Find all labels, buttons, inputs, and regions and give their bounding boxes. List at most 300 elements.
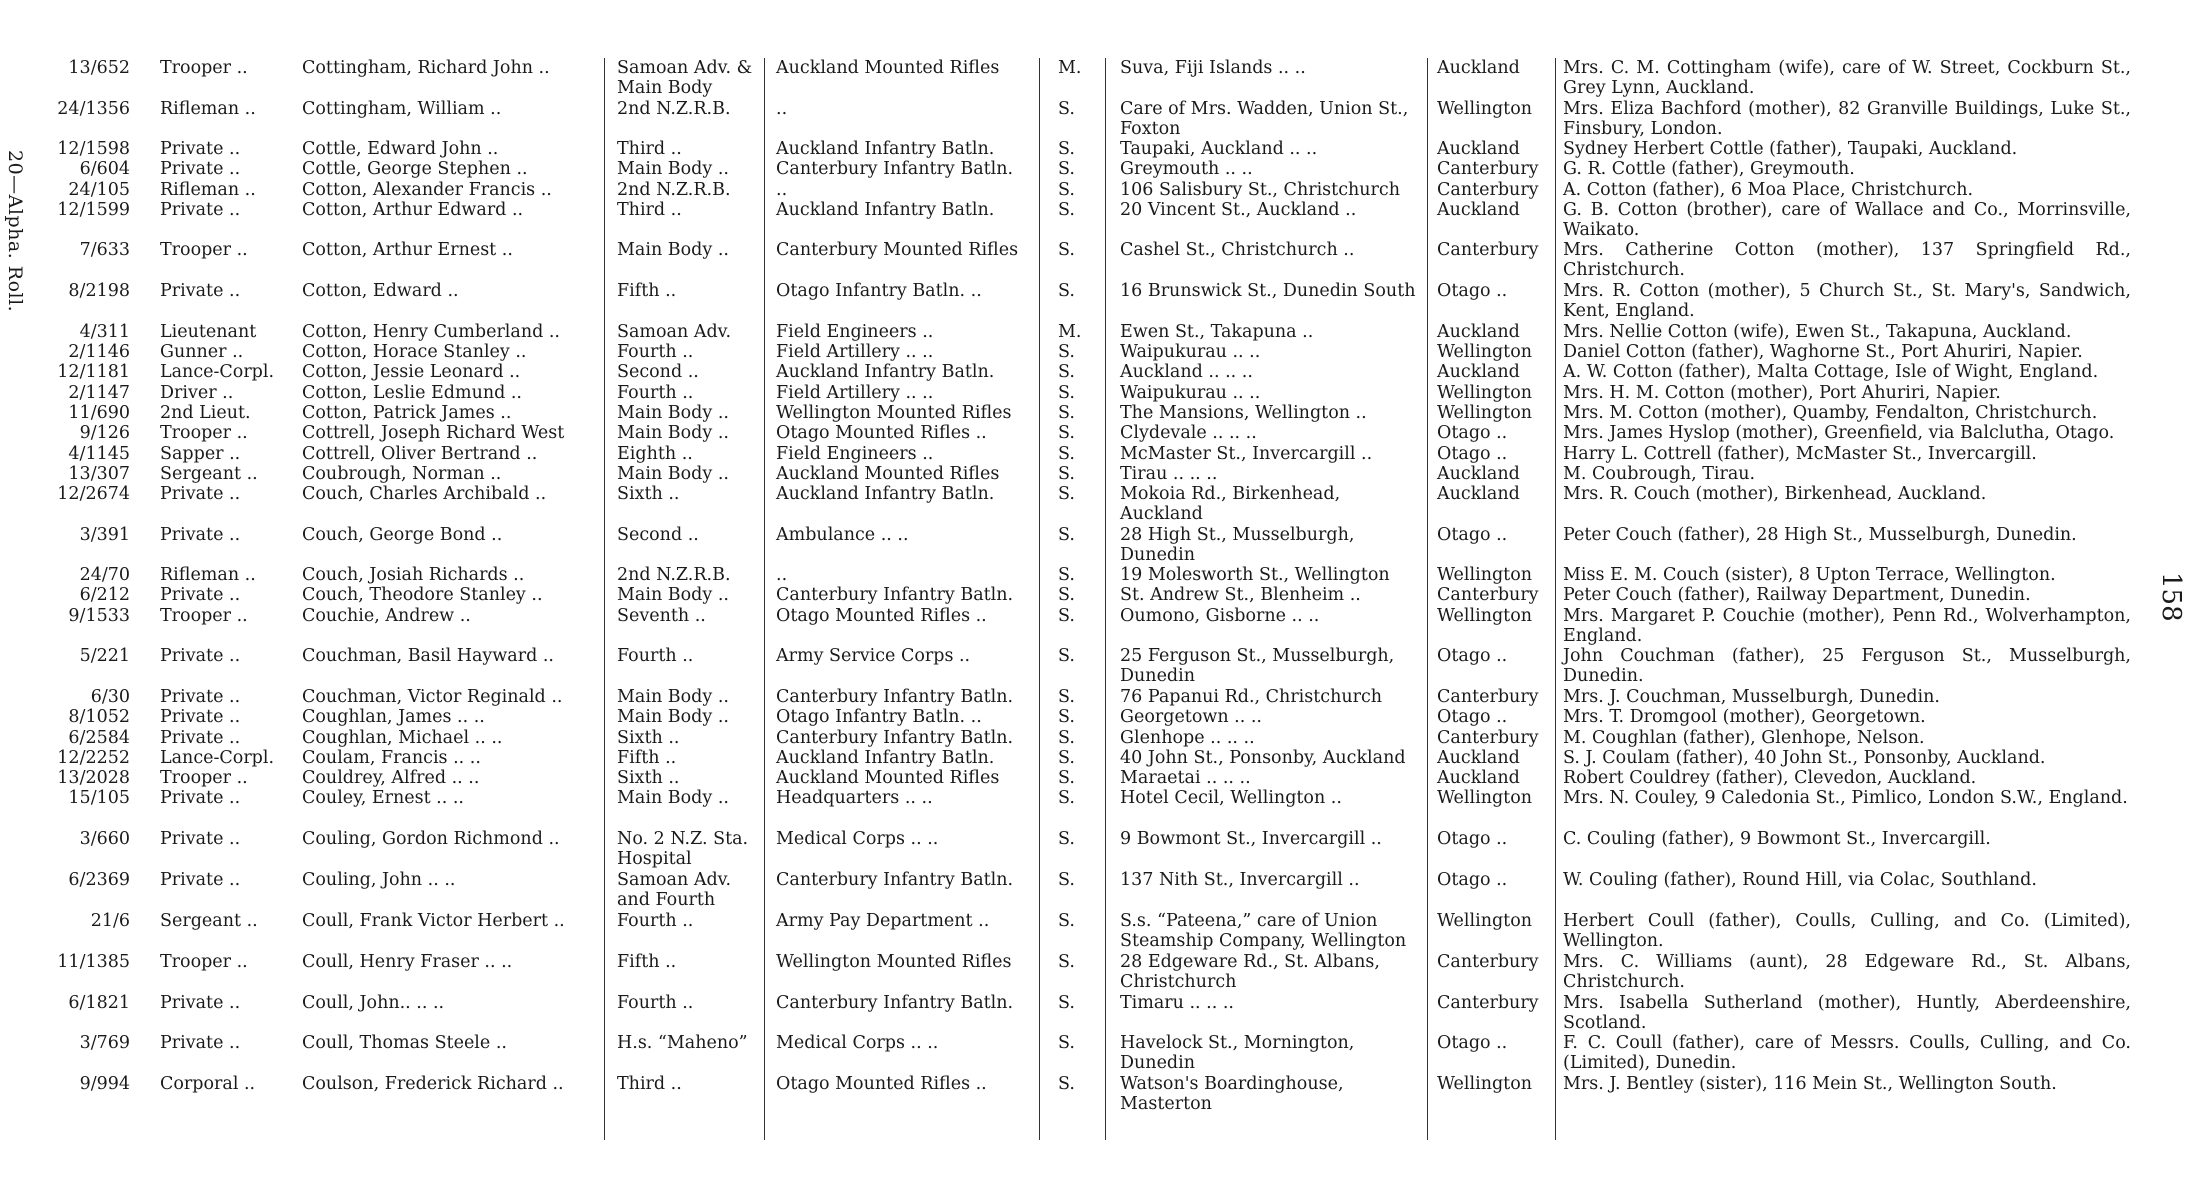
cell-kin: Mrs. Isabella Sutherland (mother), Huntly, Aberdeenshire, Scotland. xyxy=(1563,993,2131,1033)
cell-status: S. xyxy=(1058,911,1075,931)
cell-rank: Trooper .. xyxy=(160,952,248,972)
cell-rank: Rifleman .. xyxy=(160,180,256,200)
cell-kin: Daniel Cotton (father), Waghorne St., Port Ahuriri, Napier. xyxy=(1563,342,2083,362)
cell-name: Couchman, Victor Reginald .. xyxy=(302,687,563,707)
cell-draft: H.s. “Maheno” xyxy=(617,1033,748,1053)
cell-town: Auckland xyxy=(1437,748,1520,768)
cell-draft: Third .. xyxy=(617,139,682,159)
cell-draft: Sixth .. xyxy=(617,768,680,788)
cell-kin: M. Coughlan (father), Glenhope, Nelson. xyxy=(1563,728,1925,748)
cell-status: S. xyxy=(1058,829,1075,849)
cell-rank: Lance-Corpl. xyxy=(160,748,275,768)
cell-name: Cottingham, Richard John .. xyxy=(302,58,550,78)
cell-draft: Main Body .. xyxy=(617,423,729,443)
cell-name: Cotton, Leslie Edmund .. xyxy=(302,383,522,403)
cell-draft: Fourth .. xyxy=(617,646,694,666)
cell-kin: Miss E. M. Couch (sister), 8 Upton Terrace, Wellington. xyxy=(1563,565,2056,585)
cell-town: Wellington xyxy=(1437,403,1533,423)
cell-unit: Ambulance .. .. xyxy=(776,525,909,545)
cell-rank: Private .. xyxy=(160,585,241,605)
cell-num: 24/1356 xyxy=(57,99,130,119)
cell-town: Auckland xyxy=(1437,484,1520,504)
cell-kin: Mrs. C. M. Cottingham (wife), care of W. Street, Cockburn St., Grey Lynn, Auckland. xyxy=(1563,58,2131,98)
cell-unit: Field Engineers .. xyxy=(776,322,934,342)
cell-status: S. xyxy=(1058,240,1075,260)
cell-rank: Trooper .. xyxy=(160,768,248,788)
cell-town: Auckland xyxy=(1437,362,1520,382)
cell-status: S. xyxy=(1058,993,1075,1013)
cell-num: 12/2674 xyxy=(57,484,130,504)
cell-address: The Mansions, Wellington .. xyxy=(1120,403,1367,423)
cell-town: Otago .. xyxy=(1437,707,1508,727)
cell-address: Waipukurau .. .. xyxy=(1120,383,1261,403)
cell-name: Coulam, Francis .. .. xyxy=(302,748,481,768)
cell-status: S. xyxy=(1058,952,1075,972)
cell-rank: Trooper .. xyxy=(160,606,248,626)
cell-address: 25 Ferguson St., Musselburgh, Dunedin xyxy=(1120,646,1395,686)
cell-town: Canterbury xyxy=(1437,687,1539,707)
cell-unit: Field Artillery .. .. xyxy=(776,342,934,362)
cell-num: 13/652 xyxy=(68,58,130,78)
cell-status: S. xyxy=(1058,200,1075,220)
cell-draft: Third .. xyxy=(617,1074,682,1094)
cell-num: 21/6 xyxy=(90,911,130,931)
cell-status: S. xyxy=(1058,444,1075,464)
cell-rank: Lieutenant xyxy=(160,322,257,342)
cell-draft: No. 2 N.Z. Sta. Hospital xyxy=(617,829,749,869)
cell-unit: Auckland Infantry Batln. xyxy=(776,139,995,159)
cell-town: Wellington xyxy=(1437,99,1533,119)
cell-draft: Second .. xyxy=(617,525,699,545)
cell-status: S. xyxy=(1058,99,1075,119)
cell-unit: Auckland Mounted Rifles xyxy=(776,768,1000,788)
cell-rank: Sergeant .. xyxy=(160,911,258,931)
cell-unit: Canterbury Infantry Batln. xyxy=(776,159,1014,179)
cell-name: Cotton, Edward .. xyxy=(302,281,459,301)
cell-status: S. xyxy=(1058,362,1075,382)
cell-town: Auckland xyxy=(1437,139,1520,159)
cell-kin: Mrs. Eliza Bachford (mother), 82 Granville Buildings, Luke St., Finsbury, London. xyxy=(1563,99,2131,139)
cell-rank: Private .. xyxy=(160,687,241,707)
cell-num: 2/1147 xyxy=(68,383,130,403)
cell-kin: Mrs. N. Couley, 9 Caledonia St., Pimlico, London S.W., England. xyxy=(1563,788,2128,808)
cell-kin: Sydney Herbert Cottle (father), Taupaki, Auckland. xyxy=(1563,139,2018,159)
cell-name: Coughlan, James .. .. xyxy=(302,707,485,727)
cell-rank: Trooper .. xyxy=(160,240,248,260)
cell-status: S. xyxy=(1058,565,1075,585)
cell-address: Maraetai .. .. .. xyxy=(1120,768,1251,788)
cell-draft: Sixth .. xyxy=(617,728,680,748)
cell-name: Cotton, Jessie Leonard .. xyxy=(302,362,521,382)
cell-town: Wellington xyxy=(1437,342,1533,362)
cell-draft: Samoan Adv. & Main Body xyxy=(617,58,753,98)
cell-town: Otago .. xyxy=(1437,1033,1508,1053)
cell-address: 76 Papanui Rd., Christchurch xyxy=(1120,687,1383,707)
cell-unit: .. xyxy=(776,180,788,200)
cell-town: Wellington xyxy=(1437,565,1533,585)
cell-name: Cottingham, William .. xyxy=(302,99,502,119)
cell-status: S. xyxy=(1058,342,1075,362)
cell-address: 28 High St., Musselburgh, Dunedin xyxy=(1120,525,1355,565)
cell-town: Otago .. xyxy=(1437,646,1508,666)
cell-address: 20 Vincent St., Auckland .. xyxy=(1120,200,1357,220)
cell-kin: Herbert Coull (father), Coulls, Culling, and Co. (Limited), Wellington. xyxy=(1563,911,2131,951)
cell-num: 12/2252 xyxy=(57,748,130,768)
cell-town: Wellington xyxy=(1437,383,1533,403)
cell-address: Auckland .. .. .. xyxy=(1120,362,1253,382)
cell-kin: Peter Couch (father), Railway Department, Dunedin. xyxy=(1563,585,2031,605)
cell-unit: Auckland Infantry Batln. xyxy=(776,484,995,504)
cell-name: Cottle, Edward John .. xyxy=(302,139,499,159)
cell-draft: Main Body .. xyxy=(617,585,729,605)
cell-rank: Private .. xyxy=(160,484,241,504)
cell-name: Couch, Charles Archibald .. xyxy=(302,484,547,504)
cell-num: 12/1599 xyxy=(57,200,130,220)
cell-rank: Private .. xyxy=(160,707,241,727)
cell-num: 8/2198 xyxy=(68,281,130,301)
cell-num: 3/391 xyxy=(79,525,130,545)
cell-draft: Fourth .. xyxy=(617,383,694,403)
cell-address: McMaster St., Invercargill .. xyxy=(1120,444,1373,464)
cell-unit: Canterbury Infantry Batln. xyxy=(776,728,1014,748)
cell-unit: Auckland Mounted Rifles xyxy=(776,58,1000,78)
cell-draft: Main Body .. xyxy=(617,403,729,423)
cell-kin: A. W. Cotton (father), Malta Cottage, Isle of Wight, England. xyxy=(1563,362,2099,382)
cell-kin: Mrs. James Hyslop (mother), Greenfield, via Balclutha, Otago. xyxy=(1563,423,2115,443)
cell-num: 6/604 xyxy=(79,159,130,179)
cell-status: M. xyxy=(1058,58,1082,78)
cell-address: St. Andrew St., Blenheim .. xyxy=(1120,585,1361,605)
cell-unit: Auckland Infantry Batln. xyxy=(776,200,995,220)
cell-address: Clydevale .. .. .. xyxy=(1120,423,1257,443)
cell-unit: Wellington Mounted Rifles xyxy=(776,403,1012,423)
cell-rank: Private .. xyxy=(160,728,241,748)
cell-status: S. xyxy=(1058,1033,1075,1053)
cell-name: Cottle, George Stephen .. xyxy=(302,159,528,179)
cell-town: Wellington xyxy=(1437,1074,1533,1094)
cell-unit: Auckland Mounted Rifles xyxy=(776,464,1000,484)
cell-unit: Field Artillery .. .. xyxy=(776,383,934,403)
cell-address: Tirau .. .. .. xyxy=(1120,464,1218,484)
cell-rank: Private .. xyxy=(160,281,241,301)
cell-rank: Private .. xyxy=(160,525,241,545)
cell-num: 7/633 xyxy=(79,240,130,260)
cell-name: Coulson, Frederick Richard .. xyxy=(302,1074,564,1094)
cell-rank: Private .. xyxy=(160,159,241,179)
cell-name: Cotton, Arthur Edward .. xyxy=(302,200,524,220)
cell-num: 6/212 xyxy=(79,585,130,605)
cell-draft: Sixth .. xyxy=(617,484,680,504)
cell-name: Cotton, Arthur Ernest .. xyxy=(302,240,513,260)
cell-town: Otago .. xyxy=(1437,829,1508,849)
cell-draft: Fifth .. xyxy=(617,952,677,972)
cell-address: 137 Nith St., Invercargill .. xyxy=(1120,870,1360,890)
cell-town: Wellington xyxy=(1437,606,1533,626)
cell-town: Auckland xyxy=(1437,768,1520,788)
cell-kin: Mrs. Margaret P. Couchie (mother), Penn Rd., Wolverhampton, England. xyxy=(1563,606,2131,646)
cell-status: S. xyxy=(1058,646,1075,666)
cell-status: S. xyxy=(1058,768,1075,788)
cell-num: 9/1533 xyxy=(68,606,130,626)
cell-draft: Main Body .. xyxy=(617,687,729,707)
cell-draft: Main Body .. xyxy=(617,788,729,808)
cell-name: Couchman, Basil Hayward .. xyxy=(302,646,554,666)
cell-kin: Mrs. J. Couchman, Musselburgh, Dunedin. xyxy=(1563,687,1940,707)
cell-num: 12/1181 xyxy=(57,362,130,382)
cell-address: Timaru .. .. .. xyxy=(1120,993,1234,1013)
cell-rank: Trooper .. xyxy=(160,423,248,443)
cell-status: S. xyxy=(1058,585,1075,605)
cell-draft: Main Body .. xyxy=(617,707,729,727)
cell-town: Wellington xyxy=(1437,911,1533,931)
cell-town: Otago .. xyxy=(1437,281,1508,301)
cell-kin: Peter Couch (father), 28 High St., Musselburgh, Dunedin. xyxy=(1563,525,2077,545)
cell-rank: Corporal .. xyxy=(160,1074,256,1094)
cell-status: S. xyxy=(1058,464,1075,484)
cell-kin: Robert Couldrey (father), Clevedon, Auckland. xyxy=(1563,768,1977,788)
cell-unit: Army Pay Department .. xyxy=(776,911,990,931)
cell-address: Georgetown .. .. xyxy=(1120,707,1262,727)
cell-status: S. xyxy=(1058,139,1075,159)
cell-town: Wellington xyxy=(1437,788,1533,808)
cell-rank: Private .. xyxy=(160,646,241,666)
cell-draft: Eighth .. xyxy=(617,444,693,464)
cell-rank: Private .. xyxy=(160,1033,241,1053)
cell-unit: Canterbury Infantry Batln. xyxy=(776,870,1014,890)
cell-status: S. xyxy=(1058,383,1075,403)
cell-name: Couldrey, Alfred .. .. xyxy=(302,768,480,788)
cell-address: Havelock St., Mornington, Dunedin xyxy=(1120,1033,1355,1073)
cell-rank: Private .. xyxy=(160,870,241,890)
cell-town: Otago .. xyxy=(1437,423,1508,443)
cell-address: Glenhope .. .. .. xyxy=(1120,728,1255,748)
cell-name: Cotton, Horace Stanley .. xyxy=(302,342,527,362)
cell-status: S. xyxy=(1058,728,1075,748)
cell-name: Coughlan, Michael .. .. xyxy=(302,728,503,748)
cell-town: Auckland xyxy=(1437,464,1520,484)
cell-num: 4/311 xyxy=(79,322,130,342)
cell-rank: Private .. xyxy=(160,139,241,159)
cell-address: Care of Mrs. Wadden, Union St., Foxton xyxy=(1120,99,1409,139)
cell-address: Mokoia Rd., Birkenhead, Auckland xyxy=(1120,484,1341,524)
cell-draft: Seventh .. xyxy=(617,606,706,626)
cell-unit: Otago Mounted Rifles .. xyxy=(776,606,987,626)
cell-address: Suva, Fiji Islands .. .. xyxy=(1120,58,1306,78)
cell-rank: Rifleman .. xyxy=(160,565,256,585)
cell-name: Cotton, Henry Cumberland .. xyxy=(302,322,560,342)
cell-kin: Mrs. Nellie Cotton (wife), Ewen St., Takapuna, Auckland. xyxy=(1563,322,2072,342)
cell-address: 16 Brunswick St., Dunedin South xyxy=(1120,281,1416,301)
cell-unit: .. xyxy=(776,99,788,119)
cell-rank: Sapper .. xyxy=(160,444,241,464)
cell-num: 9/126 xyxy=(79,423,130,443)
cell-kin: John Couchman (father), 25 Ferguson St., Musselburgh, Dunedin. xyxy=(1563,646,2131,686)
cell-draft: 2nd N.Z.R.B. xyxy=(617,565,731,585)
cell-kin: Mrs. Catherine Cotton (mother), 137 Springfield Rd., Christchurch. xyxy=(1563,240,2131,280)
cell-address: 19 Molesworth St., Wellington xyxy=(1120,565,1390,585)
cell-unit: Canterbury Mounted Rifles xyxy=(776,240,1019,260)
cell-town: Otago .. xyxy=(1437,444,1508,464)
cell-draft: Fifth .. xyxy=(617,281,677,301)
cell-rank: 2nd Lieut. xyxy=(160,403,251,423)
cell-address: Ewen St., Takapuna .. xyxy=(1120,322,1314,342)
cell-status: S. xyxy=(1058,484,1075,504)
cell-draft: Fourth .. xyxy=(617,993,694,1013)
cell-name: Couchie, Andrew .. xyxy=(302,606,471,626)
cell-name: Couling, Gordon Richmond .. xyxy=(302,829,560,849)
cell-unit: Medical Corps .. .. xyxy=(776,1033,939,1053)
cell-rank: Private .. xyxy=(160,788,241,808)
cell-town: Canterbury xyxy=(1437,159,1539,179)
cell-num: 12/1598 xyxy=(57,139,130,159)
cell-status: S. xyxy=(1058,403,1075,423)
cell-num: 3/660 xyxy=(79,829,130,849)
cell-address: 40 John St., Ponsonby, Auckland xyxy=(1120,748,1406,768)
cell-kin: A. Cotton (father), 6 Moa Place, Christchurch. xyxy=(1563,180,1974,200)
cell-draft: Fifth .. xyxy=(617,748,677,768)
cell-name: Couch, Josiah Richards .. xyxy=(302,565,525,585)
page-number: 158 xyxy=(2156,572,2186,622)
cell-unit: Headquarters .. .. xyxy=(776,788,933,808)
cell-kin: M. Coubrough, Tirau. xyxy=(1563,464,1756,484)
cell-num: 9/994 xyxy=(79,1074,130,1094)
cell-kin: Mrs. C. Williams (aunt), 28 Edgeware Rd., St. Albans, Christchurch. xyxy=(1563,952,2131,992)
cell-address: Watson's Boardinghouse, Masterton xyxy=(1120,1074,1344,1114)
cell-kin: S. J. Coulam (father), 40 John St., Ponsonby, Auckland. xyxy=(1563,748,2046,768)
cell-unit: Otago Mounted Rifles .. xyxy=(776,423,987,443)
cell-town: Auckland xyxy=(1437,322,1520,342)
cell-name: Cotton, Alexander Francis .. xyxy=(302,180,552,200)
cell-kin: F. C. Coull (father), care of Messrs. Coulls, Culling, and Co. (Limited), Dunedin. xyxy=(1563,1033,2131,1073)
cell-status: M. xyxy=(1058,322,1082,342)
cell-unit: Canterbury Infantry Batln. xyxy=(776,585,1014,605)
cell-num: 11/1385 xyxy=(57,952,130,972)
cell-unit: .. xyxy=(776,565,788,585)
cell-num: 6/1821 xyxy=(68,993,130,1013)
cell-name: Couley, Ernest .. .. xyxy=(302,788,464,808)
cell-unit: Otago Mounted Rifles .. xyxy=(776,1074,987,1094)
cell-name: Coubrough, Norman .. xyxy=(302,464,502,484)
cell-kin: Mrs. R. Couch (mother), Birkenhead, Auckland. xyxy=(1563,484,1987,504)
cell-num: 24/70 xyxy=(79,565,130,585)
cell-unit: Field Engineers .. xyxy=(776,444,934,464)
cell-town: Auckland xyxy=(1437,58,1520,78)
cell-draft: Fourth .. xyxy=(617,342,694,362)
cell-num: 6/2584 xyxy=(68,728,130,748)
cell-num: 24/105 xyxy=(68,180,130,200)
cell-town: Auckland xyxy=(1437,200,1520,220)
cell-address: 9 Bowmont St., Invercargill .. xyxy=(1120,829,1382,849)
cell-name: Couling, John .. .. xyxy=(302,870,456,890)
cell-unit: Otago Infantry Batln. .. xyxy=(776,707,982,727)
cell-town: Canterbury xyxy=(1437,728,1539,748)
cell-draft: Samoan Adv. xyxy=(617,322,732,342)
cell-name: Couch, Theodore Stanley .. xyxy=(302,585,543,605)
cell-unit: Otago Infantry Batln. .. xyxy=(776,281,982,301)
cell-rank: Private .. xyxy=(160,200,241,220)
cell-kin: Mrs. M. Cotton (mother), Quamby, Fendalton, Christchurch. xyxy=(1563,403,2098,423)
cell-status: S. xyxy=(1058,525,1075,545)
cell-name: Coull, John.. .. .. xyxy=(302,993,445,1013)
cell-rank: Private .. xyxy=(160,993,241,1013)
cell-unit: Wellington Mounted Rifles xyxy=(776,952,1012,972)
cell-num: 2/1146 xyxy=(68,342,130,362)
cell-draft: Fourth .. xyxy=(617,911,694,931)
roll-table xyxy=(0,58,2205,1138)
cell-draft: Main Body .. xyxy=(617,240,729,260)
cell-status: S. xyxy=(1058,180,1075,200)
cell-town: Canterbury xyxy=(1437,585,1539,605)
cell-town: Canterbury xyxy=(1437,180,1539,200)
cell-rank: Sergeant .. xyxy=(160,464,258,484)
cell-address: Greymouth .. .. xyxy=(1120,159,1253,179)
cell-name: Couch, George Bond .. xyxy=(302,525,503,545)
cell-kin: Mrs. R. Cotton (mother), 5 Church St., St. Mary's, Sandwich, Kent, England. xyxy=(1563,281,2131,321)
cell-name: Cotton, Patrick James .. xyxy=(302,403,512,423)
cell-status: S. xyxy=(1058,707,1075,727)
cell-address: Waipukurau .. .. xyxy=(1120,342,1261,362)
cell-kin: Harry L. Cottrell (father), McMaster St., Invercargill. xyxy=(1563,444,2037,464)
cell-rank: Gunner .. xyxy=(160,342,244,362)
cell-rank: Driver .. xyxy=(160,383,234,403)
cell-rank: Rifleman .. xyxy=(160,99,256,119)
cell-kin: Mrs. H. M. Cotton (mother), Port Ahuriri, Napier. xyxy=(1563,383,2001,403)
cell-name: Cottrell, Joseph Richard West xyxy=(302,423,565,443)
cell-num: 4/1145 xyxy=(68,444,130,464)
cell-address: 106 Salisbury St., Christchurch xyxy=(1120,180,1400,200)
cell-town: Canterbury xyxy=(1437,240,1539,260)
cell-num: 6/2369 xyxy=(68,870,130,890)
cell-status: S. xyxy=(1058,606,1075,626)
cell-status: S. xyxy=(1058,159,1075,179)
cell-unit: Canterbury Infantry Batln. xyxy=(776,687,1014,707)
cell-name: Cottrell, Oliver Bertrand .. xyxy=(302,444,538,464)
cell-status: S. xyxy=(1058,748,1075,768)
cell-town: Otago .. xyxy=(1437,525,1508,545)
cell-kin: Mrs. T. Dromgool (mother), Georgetown. xyxy=(1563,707,1926,727)
cell-town: Otago .. xyxy=(1437,870,1508,890)
cell-num: 8/1052 xyxy=(68,707,130,727)
cell-town: Canterbury xyxy=(1437,993,1539,1013)
cell-unit: Auckland Infantry Batln. xyxy=(776,748,995,768)
cell-kin: Mrs. J. Bentley (sister), 116 Mein St., Wellington South. xyxy=(1563,1074,2057,1094)
cell-unit: Medical Corps .. .. xyxy=(776,829,939,849)
cell-address: S.s. “Pateena,” care of Union Steamship Company, Wellington xyxy=(1120,911,1407,951)
cell-status: S. xyxy=(1058,423,1075,443)
cell-status: S. xyxy=(1058,687,1075,707)
cell-kin: W. Couling (father), Round Hill, via Colac, Southland. xyxy=(1563,870,2037,890)
cell-name: Coull, Henry Fraser .. .. xyxy=(302,952,513,972)
cell-draft: Main Body .. xyxy=(617,159,729,179)
cell-num: 15/105 xyxy=(68,788,130,808)
cell-address: Taupaki, Auckland .. .. xyxy=(1120,139,1318,159)
cell-rank: Trooper .. xyxy=(160,58,248,78)
cell-rank: Private .. xyxy=(160,829,241,849)
cell-status: S. xyxy=(1058,1074,1075,1094)
cell-kin: G. B. Cotton (brother), care of Wallace and Co., Morrinsville, Waikato. xyxy=(1563,200,2131,240)
cell-num: 13/307 xyxy=(68,464,130,484)
cell-town: Canterbury xyxy=(1437,952,1539,972)
cell-num: 13/2028 xyxy=(57,768,130,788)
cell-unit: Canterbury Infantry Batln. xyxy=(776,993,1014,1013)
cell-address: Cashel St., Christchurch .. xyxy=(1120,240,1355,260)
cell-status: S. xyxy=(1058,788,1075,808)
cell-unit: Army Service Corps .. xyxy=(776,646,971,666)
cell-num: 5/221 xyxy=(79,646,130,666)
cell-num: 3/769 xyxy=(79,1033,130,1053)
cell-num: 11/690 xyxy=(68,403,130,423)
cell-rank: Lance-Corpl. xyxy=(160,362,275,382)
